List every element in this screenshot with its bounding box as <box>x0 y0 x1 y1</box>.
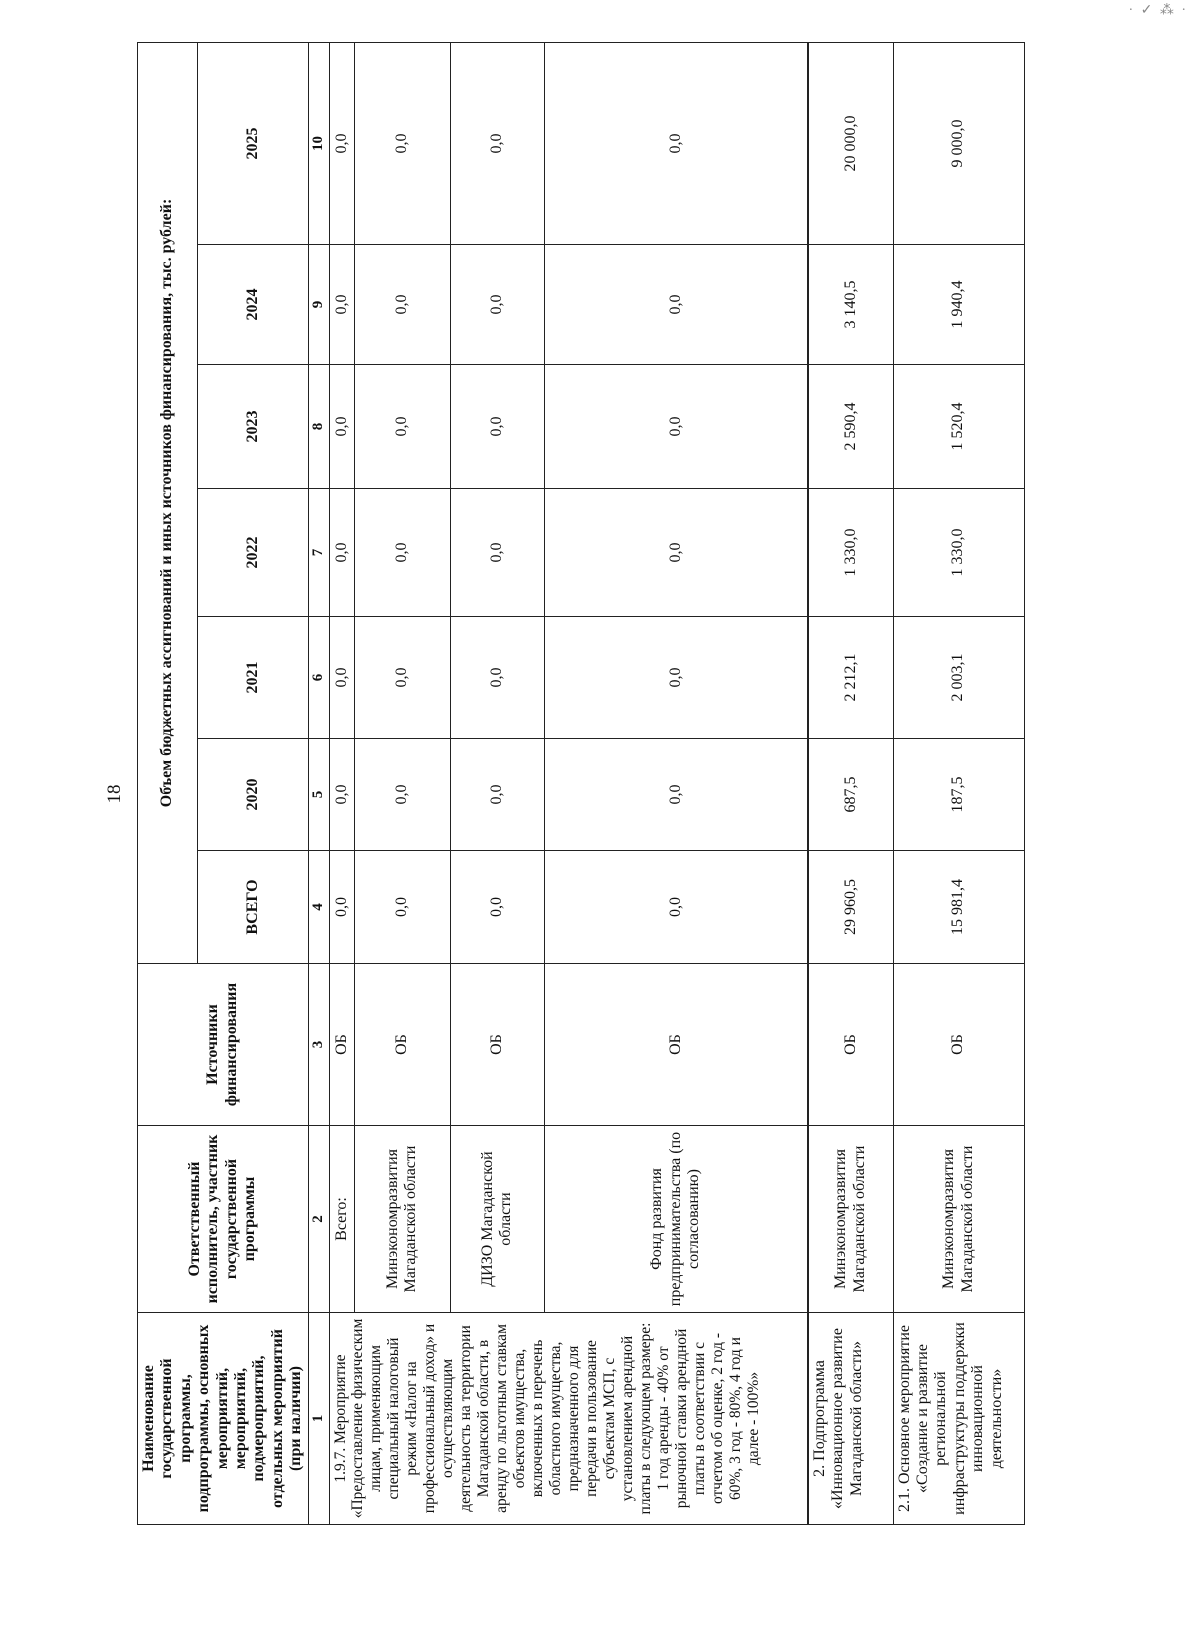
value-cell: 0,0 <box>544 489 808 617</box>
value-cell: 0,0 <box>450 851 544 964</box>
value-cell: 0,0 <box>329 489 355 617</box>
column-index: 2 <box>308 1126 329 1313</box>
executor-cell: Минэкономразвития Магаданской области <box>893 1126 1024 1313</box>
page-number: 18 <box>104 784 125 804</box>
executor-cell: Минэкономразвития Магаданской области <box>355 1126 451 1313</box>
value-cell: 15 981,4 <box>893 851 1024 964</box>
value-cell: 0,0 <box>329 851 355 964</box>
table-row <box>808 42 893 1524</box>
header-financing-group: Объем бюджетных ассигнований и иных источников финансирования, тыс. рублей: <box>138 42 198 963</box>
value-cell: 0,0 <box>355 851 451 964</box>
source-cell: ОБ <box>355 964 451 1126</box>
value-cell: 9 000,0 <box>893 42 1024 244</box>
value-cell: 0,0 <box>544 739 808 851</box>
value-cell: 0,0 <box>355 617 451 739</box>
header-executor: Ответственный исполнитель, участник государственной программы <box>138 1126 309 1313</box>
value-cell: 0,0 <box>355 365 451 489</box>
activity-name: 1.9.7. Мероприятие «Предоставление физическим лицам, применяющим специальный налоговый режим «Налог на профессиональный доход» и осуществляющим деятельность на территории Магаданской области, в аренду по льготным ставкам объектов имущества, включенных в перечень областного имущества, предназначенного для передачи в пользование субъектам МСП, с установлением арендной платы в следующем размере: 1 год аренды - 40% от рыночной ставки арендной платы в соответствии с отчетом об оценке, 2 год - 60%, 3 год - 80%, 4 год и далее - 100%» <box>329 1313 808 1525</box>
activity-name: 2.1. Основное мероприятие «Создание и развитие региональной инфраструктуры поддержки инновационной деятельности» <box>893 1313 1024 1525</box>
table-row <box>355 42 451 1524</box>
table-frame <box>137 43 1005 1525</box>
source-cell: ОБ <box>808 964 893 1126</box>
value-cell: 0,0 <box>329 365 355 489</box>
table-row <box>893 42 1024 1524</box>
value-cell: 3 140,5 <box>808 245 893 365</box>
value-cell: 0,0 <box>544 851 808 964</box>
table-row <box>329 42 355 1524</box>
value-cell: 1 940,4 <box>893 245 1024 365</box>
value-cell: 0,0 <box>329 739 355 851</box>
value-cell: 0,0 <box>329 42 355 244</box>
value-cell: 1 520,4 <box>893 365 1024 489</box>
header-year: 2024 <box>197 245 308 365</box>
value-cell: 0,0 <box>450 489 544 617</box>
header-source: Источники финансирования <box>138 964 309 1126</box>
value-cell: 0,0 <box>355 245 451 365</box>
activity-name: 2. Подпрограмма «Инновационное развитие Магаданской области» <box>808 1313 893 1525</box>
value-cell: 0,0 <box>544 42 808 244</box>
value-cell: 0,0 <box>450 365 544 489</box>
value-cell: 2 212,1 <box>808 617 893 739</box>
value-cell: 0,0 <box>544 617 808 739</box>
value-cell: 0,0 <box>329 617 355 739</box>
rotated-table-wrapper <box>137 43 1005 1525</box>
column-index: 3 <box>308 964 329 1126</box>
value-cell: 2 003,1 <box>893 617 1024 739</box>
column-index: 6 <box>308 617 329 739</box>
header-year: 2025 <box>197 42 308 244</box>
header-name: Наименование государственной программы, подпрограммы, основных мероприятий, мероприятий, подмероприятий, отдельных мероприятий (при наличии) <box>138 1313 309 1525</box>
value-cell: 0,0 <box>355 739 451 851</box>
column-index: 4 <box>308 851 329 964</box>
corner-scan-mark: · ✓ ⁂ · <box>1128 3 1188 18</box>
value-cell: 1 330,0 <box>808 489 893 617</box>
value-cell: 1 330,0 <box>893 489 1024 617</box>
source-cell: ОБ <box>544 964 808 1126</box>
header-year: 2020 <box>197 739 308 851</box>
header-year: 2023 <box>197 365 308 489</box>
value-cell: 0,0 <box>355 42 451 244</box>
value-cell: 20 000,0 <box>808 42 893 244</box>
value-cell: 29 960,5 <box>808 851 893 964</box>
column-index: 10 <box>308 42 329 244</box>
executor-cell: Минэкономразвития Магаданской области <box>808 1126 893 1313</box>
financing-table <box>137 42 1025 1525</box>
source-cell: ОБ <box>893 964 1024 1126</box>
value-cell: 0,0 <box>450 739 544 851</box>
source-cell: ОБ <box>450 964 544 1126</box>
executor-cell: Всего: <box>329 1126 355 1313</box>
header-year: 2022 <box>197 489 308 617</box>
column-index: 8 <box>308 365 329 489</box>
value-cell: 2 590,4 <box>808 365 893 489</box>
executor-cell: ДИЗО Магаданской области <box>450 1126 544 1313</box>
column-index: 1 <box>308 1313 329 1525</box>
value-cell: 0,0 <box>355 489 451 617</box>
column-index: 9 <box>308 245 329 365</box>
value-cell: 0,0 <box>450 42 544 244</box>
column-index: 5 <box>308 739 329 851</box>
header-year: ВСЕГО <box>197 851 308 964</box>
value-cell: 687,5 <box>808 739 893 851</box>
table-row <box>450 42 544 1524</box>
header-year: 2021 <box>197 617 308 739</box>
value-cell: 0,0 <box>450 617 544 739</box>
table-row <box>544 42 808 1524</box>
column-index: 7 <box>308 489 329 617</box>
source-cell: ОБ <box>329 964 355 1126</box>
value-cell: 0,0 <box>450 245 544 365</box>
value-cell: 0,0 <box>329 245 355 365</box>
value-cell: 0,0 <box>544 365 808 489</box>
executor-cell: Фонд развития предпринимательства (по согласованию) <box>544 1126 808 1313</box>
value-cell: 0,0 <box>544 245 808 365</box>
value-cell: 187,5 <box>893 739 1024 851</box>
